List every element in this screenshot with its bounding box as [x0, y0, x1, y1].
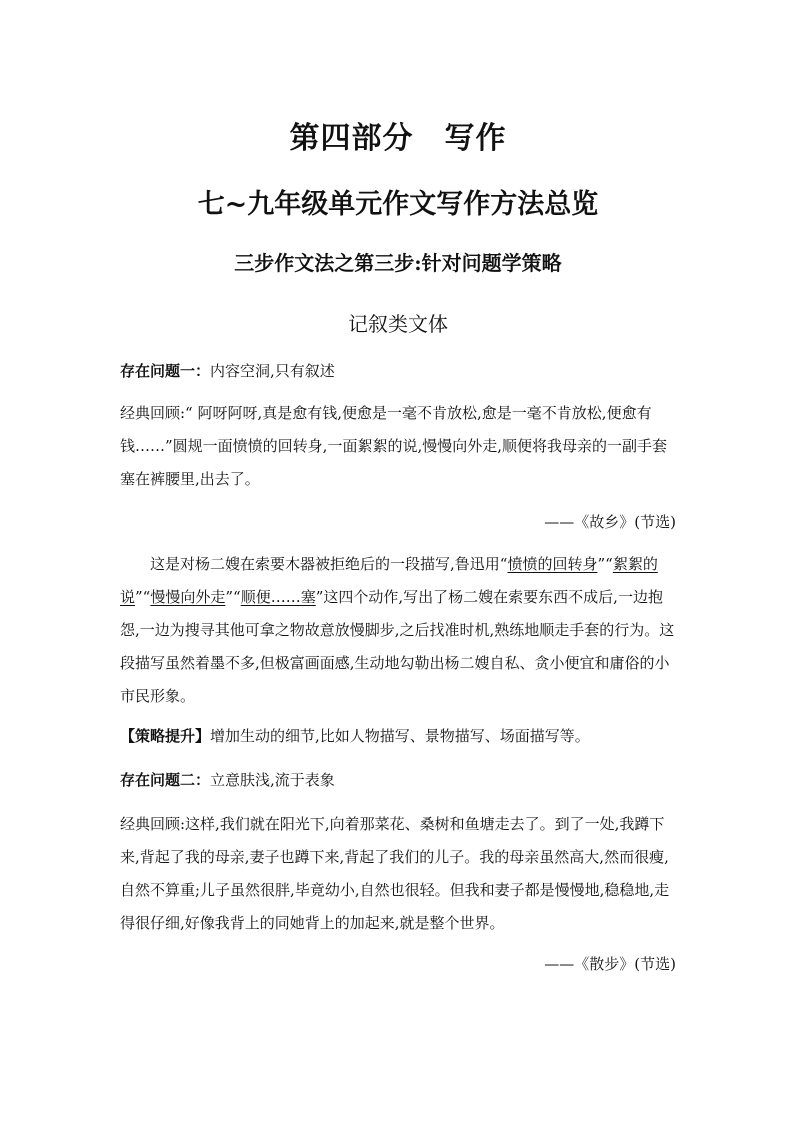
quote-underlined-4: 顺便……塞	[240, 588, 316, 606]
quote-mark-1: ”“	[597, 555, 613, 573]
analysis-text-start: 这是对杨二嫂在索要木器被拒绝后的一段描写,鲁迅用“	[150, 555, 508, 573]
example-one-paragraph: 经典回顾:“ 阿呀阿呀,真是愈有钱,便愈是一毫不肯放松,愈是一毫不肯放松,便愈有钱……”圆规一面愤愤的回转身,一面絮絮的说,慢慢向外走,顺便将我母亲的一副手套塞在裤腰里,出去了。	[120, 404, 667, 488]
document-page	[120, 0, 676, 1123]
problem-two-label: 存在问题二：	[120, 771, 211, 789]
example-one-source: ——《故乡》(节选)	[544, 513, 676, 531]
quote-underlined-3: 慢慢向外走	[150, 588, 226, 606]
example-two-paragraph: 经典回顾:这样,我们就在阳光下,向着那菜花、桑树和鱼塘走去了。到了一处,我蹲下来,背起了我的母亲,妻子也蹲下来,背起了我们的儿子。我的母亲虽然高大,然而很瘦,自然不算重;儿子虽然很胖,毕竟幼小,自然也很轻。但我和妻子都是慢慢地,稳稳地,走得很仔细,好像我背上的同她背上的加起来,就是整个世界。	[120, 815, 670, 932]
strategy-label: 【策略提升】	[120, 727, 211, 745]
analysis-text-end: ”这四个动作,写出了杨二嫂在索要东西不成后,一边抱怨,一边为搜寻其他可拿之物故意放慢脚步,之后找准时机,熟练地顺走手套的行为。这段描写虽然着墨不多,但极富画面感,生动地勾勒出杨二嫂自私、贪小便宜和庸俗的小市民形象。	[120, 588, 675, 705]
strategy-text: 增加生动的细节,比如人物描写、景物描写、场面描写等。	[210, 727, 590, 745]
overview-title: 七~九年级单元作文写作方法总览	[197, 189, 599, 220]
problem-one	[120, 355, 676, 388]
quote-mark-2: ”“	[135, 588, 151, 606]
strategy-one	[120, 720, 676, 753]
problem-two-text: 立意肤浅,流于表象	[210, 771, 335, 789]
part-title: 第四部分 写作	[289, 121, 507, 156]
quote-underlined-2: 絮絮的说	[120, 555, 658, 606]
problem-one-label: 存在问题一：	[120, 362, 211, 380]
genre-heading: 记叙类文体	[348, 312, 448, 336]
example-two-source: ——《散步》(节选)	[544, 955, 676, 973]
analysis-paragraph	[120, 548, 676, 713]
problem-one-text: 内容空洞,只有叙述	[210, 362, 335, 380]
section-subtitle: 三步作文法之第三步:针对问题学策略	[234, 251, 562, 275]
quote-mark-3: ”“	[225, 588, 241, 606]
quote-underlined-1: 愤愤的回转身	[507, 555, 598, 573]
problem-two	[120, 764, 676, 797]
